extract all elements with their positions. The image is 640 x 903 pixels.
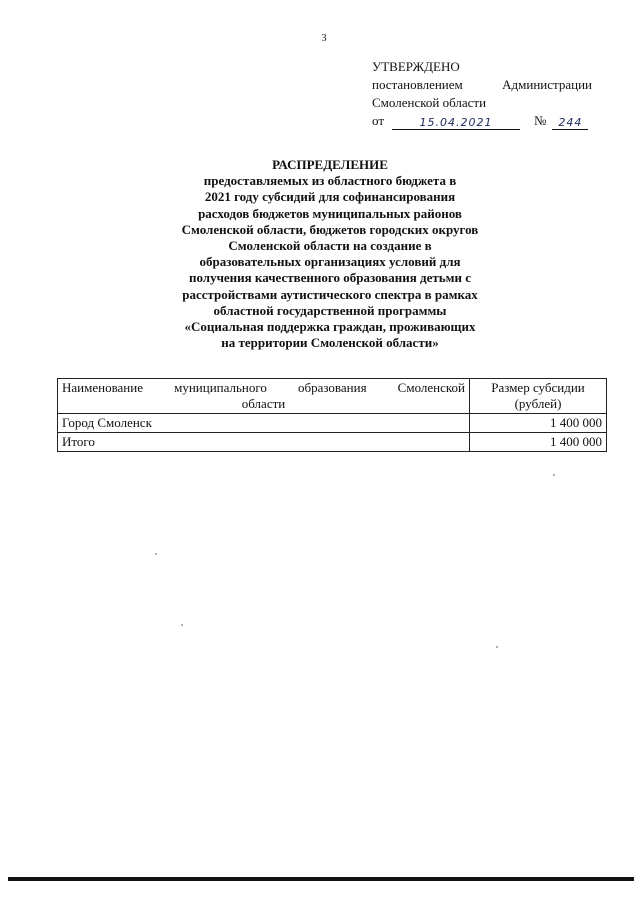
title-line: областной государственной программы <box>213 302 447 318</box>
title-line: образовательных организациях условий для <box>199 254 461 270</box>
table-row-total <box>58 433 607 452</box>
cell-amount: 1 400 000 <box>470 414 607 433</box>
title-line: на территории Смоленской области» <box>221 335 439 351</box>
header-municipality-line1: Наименование муниципального образования Смоленской <box>62 380 465 395</box>
header-amount-line1: Размер субсидии <box>491 380 585 395</box>
title-line: Смоленской области на создание в <box>228 238 432 254</box>
header-amount-line2: (рублей) <box>514 396 562 411</box>
scan-speck <box>155 553 157 555</box>
approval-region: Смоленской области <box>372 95 487 110</box>
approval-decree-line <box>372 76 592 94</box>
document-title <box>140 157 520 351</box>
date-prefix: от <box>372 113 385 128</box>
bottom-scan-edge <box>8 877 634 881</box>
approval-date-row <box>372 112 592 130</box>
cell-total-label: Итого <box>58 433 470 452</box>
title-heading: РАСПРЕДЕЛЕНИЕ <box>272 157 388 172</box>
table-header-row <box>58 379 607 414</box>
handwritten-number: 244 <box>552 114 588 130</box>
scan-speck <box>496 646 498 648</box>
cell-total-amount: 1 400 000 <box>470 433 607 452</box>
header-subsidy-amount <box>470 379 607 414</box>
page-number: 3 <box>321 33 327 44</box>
title-line: предоставляемых из областного бюджета в <box>203 173 457 189</box>
subsidy-table <box>57 378 607 452</box>
header-municipality-line2: области <box>241 396 286 411</box>
approval-decree-word: постановлением <box>372 77 463 92</box>
title-line: «Социальная поддержка граждан, проживающих <box>184 319 476 335</box>
scan-speck <box>553 474 555 476</box>
cell-municipality: Город Смоленск <box>58 414 470 433</box>
title-line: расстройствами аутистического спектра в рамках <box>182 286 478 302</box>
title-line: 2021 году субсидий для софинансирования <box>204 189 456 205</box>
number-prefix: № <box>534 113 547 128</box>
approval-stamp <box>372 58 592 130</box>
title-line: получения качественного образования детьми с <box>188 270 472 286</box>
table-row <box>58 414 607 433</box>
handwritten-date: 15.04.2021 <box>392 114 520 130</box>
approval-title: УТВЕРЖДЕНО <box>372 59 460 74</box>
approval-administration-word: Администрации <box>502 77 592 92</box>
title-line: Смоленской области, бюджетов городских округов <box>181 221 479 237</box>
scan-speck <box>181 624 183 626</box>
title-line: расходов бюджетов муниципальных районов <box>198 205 462 221</box>
header-municipality <box>58 379 470 414</box>
